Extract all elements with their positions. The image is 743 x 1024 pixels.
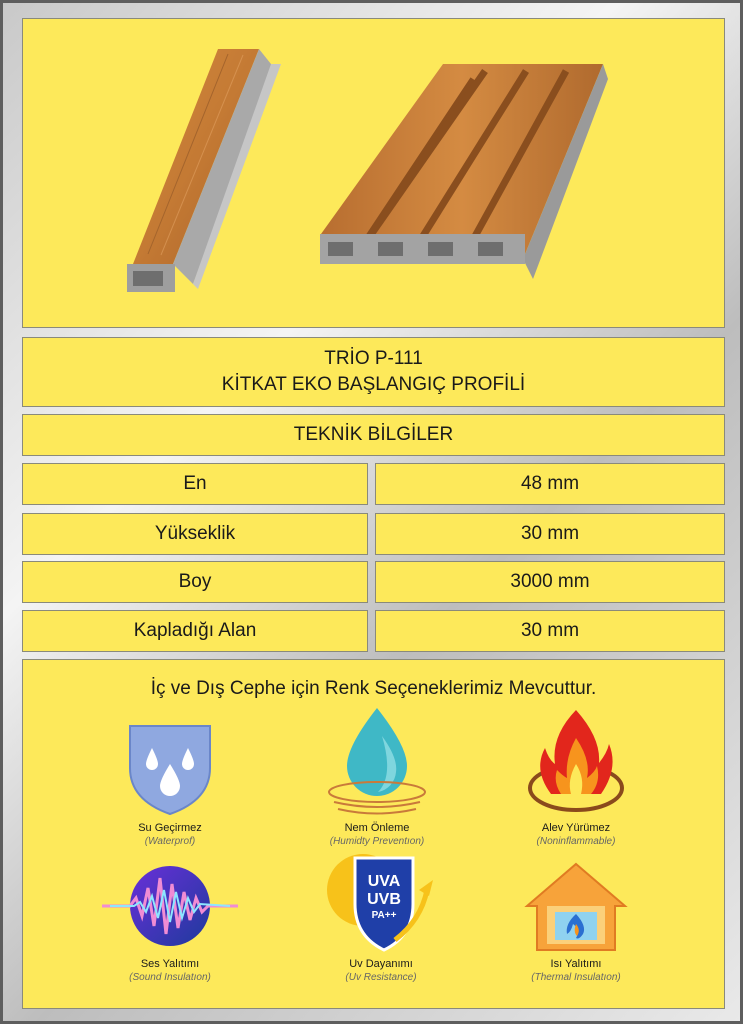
product-title-panel bbox=[22, 337, 725, 407]
spec-label-cell bbox=[22, 513, 368, 555]
specs-heading-panel bbox=[22, 414, 725, 456]
spec-value-cell bbox=[375, 513, 725, 555]
waterproof-shield-icon bbox=[120, 718, 220, 818]
spec-label-cell bbox=[22, 610, 368, 652]
spec-value-cell bbox=[375, 463, 725, 505]
uv-shield-icon bbox=[321, 850, 441, 954]
feature-label: Ses Yalıtımı bbox=[140, 958, 200, 970]
spec-label: Yükseklik bbox=[154, 523, 236, 544]
features-heading: İç ve Dış Cephe için Renk Seçeneklerimiz Mevcuttur. bbox=[150, 678, 597, 699]
features-panel bbox=[22, 659, 725, 1009]
product-name: KİTKAT EKO BAŞLANGIÇ PROFİLİ bbox=[221, 374, 526, 395]
feature-sublabel: (Noninflammable) bbox=[536, 836, 616, 847]
feature-label: Nem Önleme bbox=[344, 822, 410, 834]
flame-icon bbox=[521, 708, 631, 818]
uv-badge-line1: UVA bbox=[367, 873, 401, 890]
specs-heading: TEKNİK BİLGİLER bbox=[293, 424, 454, 445]
uv-badge-line2: UVB bbox=[367, 891, 401, 908]
feature-label: Alev Yürümez bbox=[541, 822, 611, 834]
feature-noninflammable bbox=[476, 708, 676, 847]
feature-sublabel: (Sound Insulatıon) bbox=[129, 972, 211, 983]
spec-label: Kapladığı Alan bbox=[133, 620, 257, 641]
feature-label: Isı Yalıtımı bbox=[550, 958, 602, 970]
feature-label: Uv Dayanımı bbox=[349, 958, 413, 970]
spec-label-cell bbox=[22, 463, 368, 505]
feature-waterproof bbox=[70, 718, 270, 847]
feature-sublabel: (Uv Resistance) bbox=[345, 972, 417, 983]
spec-label-cell bbox=[22, 561, 368, 603]
spec-label: En bbox=[183, 473, 207, 494]
spec-value-cell bbox=[375, 610, 725, 652]
panel-profile-graphic bbox=[320, 64, 608, 279]
feature-sublabel: (Thermal Insulatıon) bbox=[531, 972, 621, 983]
feature-thermal-insulation bbox=[476, 858, 676, 983]
product-image bbox=[23, 19, 723, 325]
single-profile-graphic bbox=[127, 49, 281, 292]
feature-sublabel: (Waterprof) bbox=[144, 836, 196, 847]
house-heat-icon bbox=[521, 858, 631, 954]
spec-value: 30 mm bbox=[520, 523, 580, 544]
product-code: TRİO P-111 bbox=[324, 348, 423, 369]
feature-uv-resistance bbox=[281, 850, 481, 983]
spec-value-cell bbox=[375, 561, 725, 603]
uv-badge-line3: PA++ bbox=[371, 910, 397, 921]
feature-sublabel: (Humidty Preventıon) bbox=[329, 836, 425, 847]
water-drop-icon bbox=[322, 706, 432, 818]
feature-humidity bbox=[277, 706, 477, 847]
sound-wave-icon bbox=[100, 858, 240, 954]
feature-sound-insulation bbox=[70, 858, 270, 983]
feature-label: Su Geçirmez bbox=[138, 822, 202, 834]
spec-value: 48 mm bbox=[520, 473, 580, 494]
spec-value: 3000 mm bbox=[510, 571, 590, 592]
product-image-panel bbox=[22, 18, 725, 328]
spec-value: 30 mm bbox=[520, 620, 580, 641]
spec-label: Boy bbox=[178, 571, 212, 592]
